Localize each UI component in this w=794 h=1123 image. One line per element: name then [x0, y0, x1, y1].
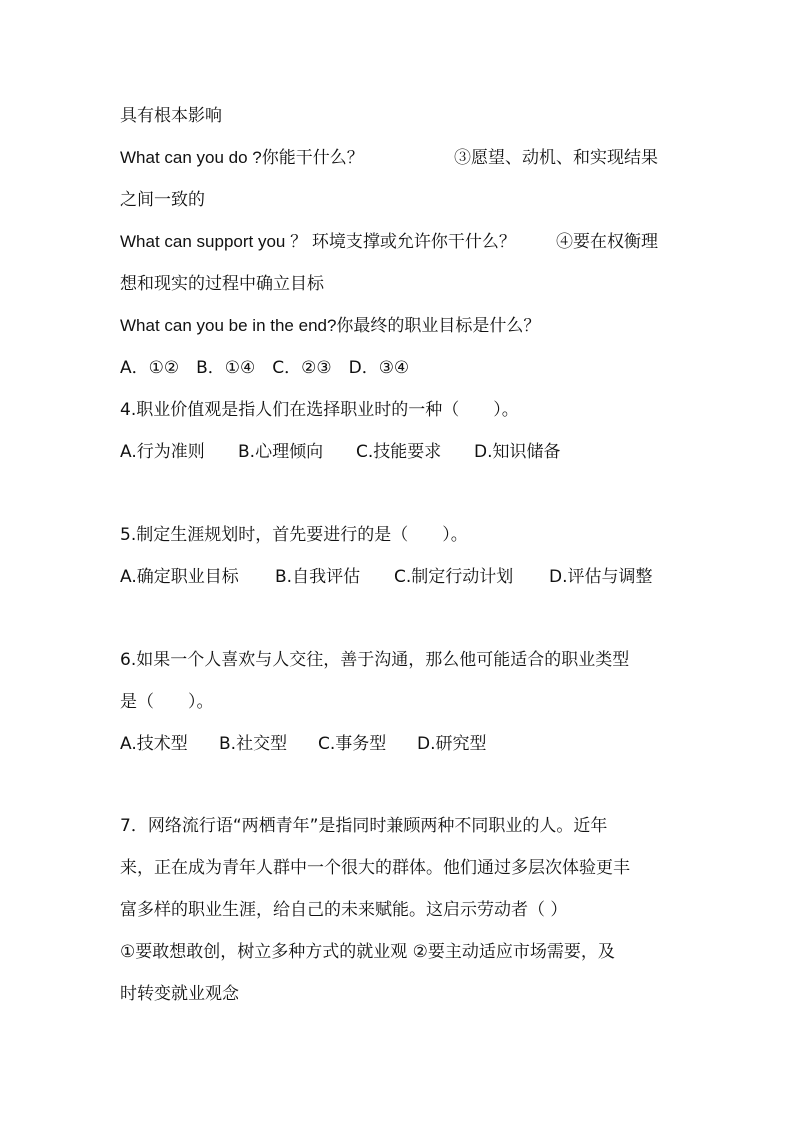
question-6-stem: 6.如果一个人喜欢与人交往，善于沟通，那么他可能适合的职业类型 [120, 650, 630, 670]
question-6-stem: 是（ ）。 [120, 692, 214, 712]
option-c: C.事务型 [318, 734, 387, 754]
question-7-text: ①要敢想敢创，树立多种方式的就业观 ②要主动适应市场需要，及 [120, 942, 615, 962]
text-line: What can you be in the end?你最终的职业目标是什么？ [120, 316, 541, 335]
option-d: D.评估与调整 [549, 567, 653, 587]
option-c: C.制定行动计划 [394, 567, 514, 587]
question-7-text: 时转变就业观念 [120, 984, 239, 1004]
option-a: A.技术型 [120, 734, 188, 754]
option-b: B.心理倾向 [238, 442, 324, 462]
text-line [120, 146, 680, 170]
option-d: D.知识储备 [474, 442, 561, 462]
option-a: A.确定职业目标 [120, 567, 239, 587]
option-c: C.技能要求 [356, 442, 442, 462]
option-a: A.行为准则 [120, 442, 205, 462]
question-7-text: 富多样的职业生涯，给自己的未来赋能。这启示劳动者（ ） [120, 900, 568, 920]
question-7-text: 7．网络流行语“两栖青年”是指同时兼顾两种不同职业的人。近年 [120, 816, 608, 836]
text-line: 之间一致的 [120, 190, 205, 210]
option-text: ④要在权衡理 [556, 232, 658, 251]
question-text: What can support you ？ 环境支撑或允许你干什么？ [120, 232, 516, 251]
answer-options: A．①② B．①④ C．②③ D．③④ [120, 358, 410, 378]
option-text: ③愿望、动机、和实现结果 [454, 148, 658, 167]
option-b: B.自我评估 [275, 567, 361, 587]
question-text: What can you do ?你能干什么？ [120, 148, 364, 167]
option-b: B.社交型 [219, 734, 288, 754]
text-line: 想和现实的过程中确立目标 [120, 274, 324, 294]
question-4-stem: 4.职业价值观是指人们在选择职业时的一种（ ）。 [120, 400, 519, 420]
option-d: D.研究型 [417, 734, 487, 754]
text-line [120, 230, 680, 254]
text-line: 具有根本影响 [120, 106, 222, 126]
question-7-text: 来，正在成为青年人群中一个很大的群体。他们通过多层次体验更丰 [120, 858, 630, 878]
question-5-stem: 5.制定生涯规划时，首先要进行的是（ ）。 [120, 525, 468, 545]
